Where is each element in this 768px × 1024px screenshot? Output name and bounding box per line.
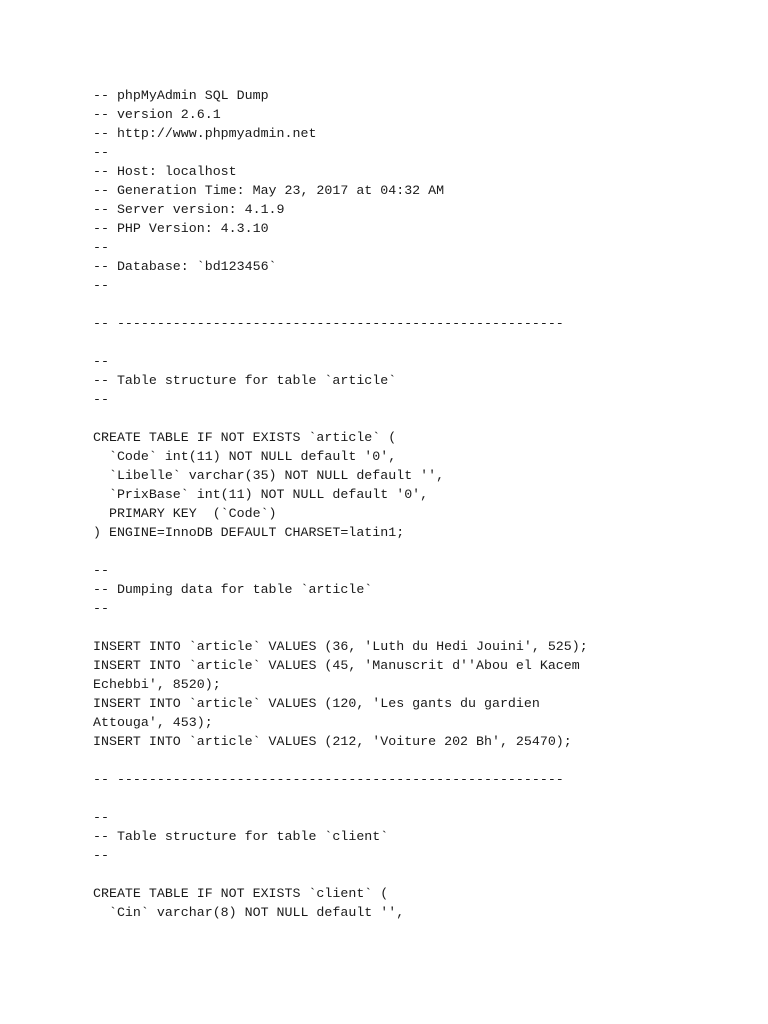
code-line: -- [93, 601, 109, 616]
code-line: -- Dumping data for table `article` [93, 582, 373, 597]
code-line: -- [93, 563, 109, 578]
code-line: ) ENGINE=InnoDB DEFAULT CHARSET=latin1; [93, 525, 405, 540]
code-line: -- version 2.6.1 [93, 107, 221, 122]
code-line: -- [93, 145, 109, 160]
code-line: CREATE TABLE IF NOT EXISTS `article` ( [93, 430, 397, 445]
code-line: Attouga', 453); [93, 715, 213, 730]
code-line [93, 751, 733, 770]
code-line: `PrixBase` int(11) NOT NULL default '0', [93, 487, 429, 502]
code-line [93, 865, 733, 884]
code-line: INSERT INTO `article` VALUES (36, 'Luth du Hedi Jouini', 525); [93, 639, 588, 654]
code-line [93, 333, 733, 352]
code-line: `Code` int(11) NOT NULL default '0', [93, 449, 397, 464]
code-line: -- [93, 392, 109, 407]
code-line: -- -------------------------------------------------------- [93, 772, 564, 787]
code-line [93, 542, 733, 561]
code-line: -- Generation Time: May 23, 2017 at 04:32 AM [93, 183, 445, 198]
code-line: -- Server version: 4.1.9 [93, 202, 285, 217]
code-line [93, 409, 733, 428]
code-line: `Cin` varchar(8) NOT NULL default '', [93, 905, 405, 920]
code-line [93, 789, 733, 808]
code-line: -- Table structure for table `client` [93, 829, 389, 844]
code-line: -- Host: localhost [93, 164, 237, 179]
code-line: -- Database: `bd123456` [93, 259, 277, 274]
code-line: CREATE TABLE IF NOT EXISTS `client` ( [93, 886, 389, 901]
code-line: `Libelle` varchar(35) NOT NULL default '', [93, 468, 445, 483]
code-line: INSERT INTO `article` VALUES (120, 'Les gants du gardien [93, 696, 540, 711]
code-line: INSERT INTO `article` VALUES (45, 'Manuscrit d''Abou el Kacem [93, 658, 580, 673]
code-line: Echebbi', 8520); [93, 677, 221, 692]
code-line: -- -------------------------------------------------------- [93, 316, 564, 331]
code-line: -- [93, 810, 109, 825]
code-line: -- PHP Version: 4.3.10 [93, 221, 269, 236]
code-line: PRIMARY KEY (`Code`) [93, 506, 277, 521]
code-line [93, 618, 733, 637]
code-line: -- [93, 240, 109, 255]
code-line: -- http://www.phpmyadmin.net [93, 126, 317, 141]
code-line: -- phpMyAdmin SQL Dump [93, 88, 269, 103]
code-line: -- [93, 354, 109, 369]
code-line: -- [93, 278, 109, 293]
sql-dump-text [93, 86, 733, 922]
code-line: -- Table structure for table `article` [93, 373, 397, 388]
code-line: INSERT INTO `article` VALUES (212, 'Voiture 202 Bh', 25470); [93, 734, 572, 749]
code-line: -- [93, 848, 109, 863]
code-line [93, 295, 733, 314]
